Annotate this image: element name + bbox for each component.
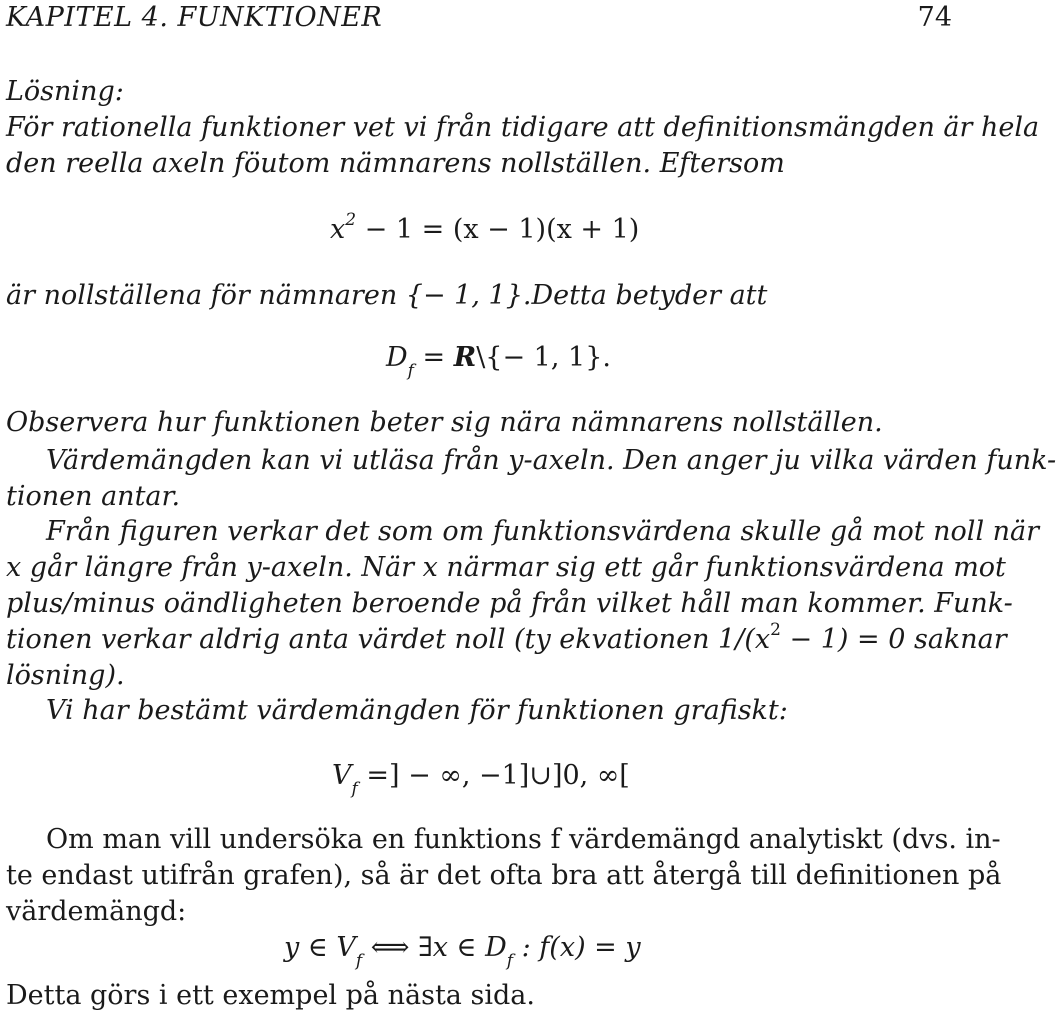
eq4-subscript-1: f [355, 951, 363, 972]
equation-range [332, 758, 630, 800]
graph-line: Vi har bestämt värdemängden för funktionen grafiskt: [46, 695, 788, 726]
equation-definition [284, 930, 641, 972]
analytic-line-3: värdemängd: [6, 896, 187, 927]
solution-label: Lösning: [6, 76, 124, 107]
eq4-subscript-2: f [506, 951, 514, 972]
equation-domain [386, 340, 611, 382]
intro-line-2: den reella axeln föutom nämnarens nollställen. Eftersom [6, 148, 785, 179]
analytic-line-1: Om man vill undersöka en funktions f värdemängd analytiskt (dvs. in- [46, 824, 1001, 855]
equation-factorization [330, 212, 639, 248]
eq2-d: D [386, 342, 408, 373]
range-line-1: Värdemängden kan vi utläsa från y-axeln. Den anger ju vilka värden funk- [46, 445, 1056, 476]
range-line-2: tionen antar. [6, 481, 181, 512]
eq1-rest: − 1 = (x − 1)(x + 1) [356, 214, 640, 245]
eq2-reals: R [453, 342, 477, 373]
eq3-rest: =] − ∞, −1]∪]0, ∞[ [357, 760, 630, 791]
observe-line: Observera hur funktionen beter sig nära nämnarens nollställen. [6, 407, 883, 438]
fig4-b: − 1) = 0 saknar [780, 624, 1007, 655]
analytic-line-2: te endast utifrån grafen), så är det ofta bra att återgå till definitionen på [6, 860, 1002, 891]
figure-line-5: lösning). [6, 660, 125, 691]
eq1-base: x [330, 214, 346, 245]
eq4-a: y ∈ V [284, 932, 356, 963]
eq2-subscript: f [407, 361, 414, 382]
zeros-line: är nollställena för nämnaren {− 1, 1}.Detta betyder att [6, 280, 768, 311]
chapter-heading: KAPITEL 4. FUNKTIONER [6, 2, 383, 33]
fig4-a: tionen verkar aldrig anta värdet noll (ty ekvationen 1/(x [6, 624, 771, 655]
fig4-exponent: 2 [770, 620, 781, 640]
figure-line-1: Från figuren verkar det som om funktionsvärdena skulle gå mot noll när [46, 516, 1040, 547]
intro-line-1: För rationella funktioner vet vi från tidigare att definitionsmängden är hela [6, 112, 1040, 143]
eq2-eq: = [413, 342, 454, 373]
figure-line-4 [6, 622, 1007, 658]
closing-line: Detta görs i ett exempel på nästa sida. [6, 980, 535, 1011]
eq3-subscript: f [351, 779, 358, 800]
eq1-exponent: 2 [345, 210, 357, 230]
figure-line-2: x går längre från y-axeln. När x närmar sig ett går funktionsvärdena mot [6, 552, 1006, 583]
page-number: 74 [917, 2, 952, 33]
figure-line-3: plus/minus oändligheten beroende på från vilket håll man kommer. Funk- [6, 588, 1013, 619]
eq2-rest: \{− 1, 1}. [476, 342, 611, 373]
eq4-c: : f(x) = y [513, 932, 641, 963]
eq3-v: V [332, 760, 352, 791]
eq4-b: ⟺ ∃x ∈ D [362, 932, 507, 963]
